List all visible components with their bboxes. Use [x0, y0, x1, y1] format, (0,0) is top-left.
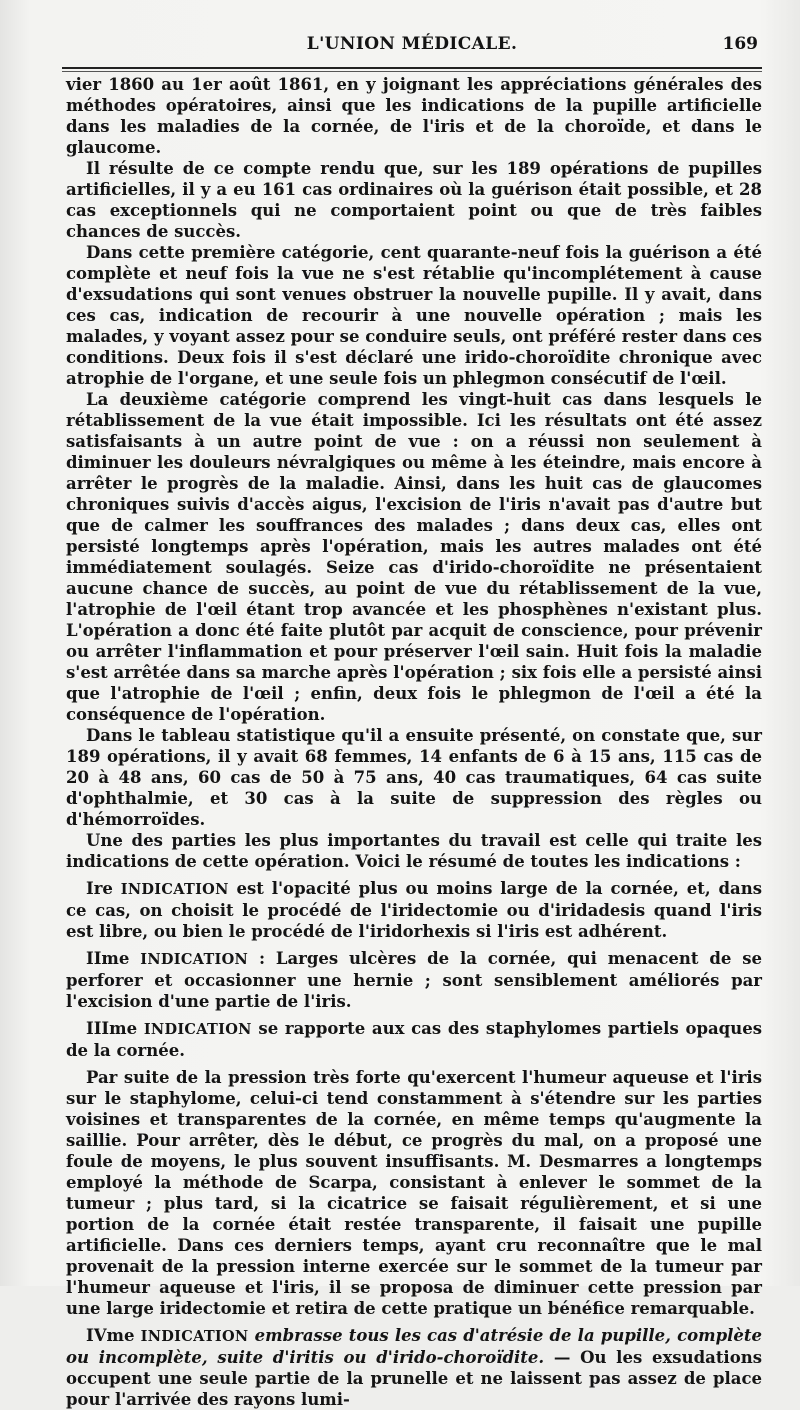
- header-rule: [62, 67, 762, 69]
- running-title: L'UNION MÉDICALE.: [306, 34, 518, 54]
- indication-text: se rapporte aux cas des staphylomes partiels opaques de la cornée.: [66, 1019, 762, 1060]
- indication-label: INDICATION: [143, 1021, 252, 1038]
- indication-text: — Ou les exsudations occupent une seule partie de la prunelle et ne laissent pas assez de place pour l'arrivée des rayons lumi-: [66, 1348, 762, 1409]
- paragraph-indications-intro: Une des parties les plus importantes du travail est celle qui traite les indications de cette opération. Voici le résumé de toutes les indications :: [66, 831, 762, 871]
- indication-text: : Larges ulcères de la cornée, qui menacent de se perforer et occasionner une hernie ; sont sensiblement améliorés par l'excision d'une partie de l'iris.: [66, 949, 763, 1011]
- header-rule-thin: [62, 71, 762, 72]
- indication-italic-text: embrasse tous les cas d'atrésie de la pupille, complète ou incomplète, suite d'iritis ou d'irido-choroïdite.: [66, 1326, 762, 1367]
- indication-1: [66, 878, 762, 942]
- article-body: [66, 74, 762, 1410]
- indication-label: INDICATION: [140, 951, 249, 968]
- indication-label: INDICATION: [120, 881, 229, 898]
- indication-label: INDICATION: [140, 1328, 249, 1345]
- indication-4: [66, 1325, 762, 1410]
- indication-text: est l'opacité plus ou moins large de la cornée, et, dans ce cas, on choisit le procédé de l'iridectomie ou d'iridadesis quand l'iris est libre, ou bien le procédé de l'iridorhexis si l'iris est adhérent.: [66, 879, 762, 941]
- paragraph-staphylome: Par suite de la pression très forte qu'exercent l'humeur aqueuse et l'iris sur le staphylome, celui-ci tend constamment à s'étendre sur les parties voisines et transparentes de la cornée, en même temps qu'augmente la saillie. Pour arrêter, dès le début, ce progrès du mal, on a proposé une foule de moyens, le plus souvent insuffisants. M. Desmarres a longtemps employé la méthode de Scarpa, consistant à enlever le sommet de la tumeur ; plus tard, si la cicatrice se faisait régulièrement, et si une portion de la cornée était restée transparente, il faisait une pupille artificielle. Dans ces derniers temps, ayant cru reconnaître que le mal provenait de la pression interne exercée sur le sommet de la tumeur par l'humeur aqueuse et l'iris, il se proposa de diminuer cette pression par une large iridectomie et retira de cette pratique un bénéfice remarquable.: [66, 1068, 762, 1318]
- indication-3: [66, 1018, 762, 1061]
- indication-2: [66, 948, 762, 1012]
- indication-numeral: Ire: [86, 879, 113, 898]
- paragraph-statistics: Dans le tableau statistique qu'il a ensuite présenté, on constate que, sur 189 opérations, il y avait 68 femmes, 14 enfants de 6 à 15 ans, 115 cas de 20 à 48 ans, 60 cas de 50 à 75 ans, 40 cas traumatiques, 64 cas suite d'ophthalmie, et 30 cas à la suite de suppression des règles ou d'hémorroïdes.: [66, 726, 762, 829]
- indication-numeral: IVme: [86, 1326, 135, 1345]
- paragraph-continuation: vier 1860 au 1er août 1861, en y joignant les appréciations générales des méthodes opératoires, ainsi que les indications de la pupille artificielle dans les maladies de la cornée, de l'iris et de la choroïde, et dans le glaucome.: [66, 75, 762, 157]
- paragraph-second-category: La deuxième catégorie comprend les vingt-huit cas dans lesquels le rétablissement de la vue était impossible. Ici les résultats ont été assez satisfaisants à un autre point de vue : on a réussi non seulement à diminuer les douleurs névralgiques ou même à les éteindre, mais encore à arrêter le progrès de la maladie. Ainsi, dans les huit cas de glaucomes chroniques suivis d'accès aigus, l'excision de l'iris n'avait pas d'autre but que de calmer les souffrances des malades ; dans deux cas, elles ont persisté longtemps après l'opération, mais les autres malades ont été immédiatement soulagés. Seize cas d'irido-choroïdite ne présentaient aucune chance de succès, au point de vue du rétablissement de la vue, l'atrophie de l'œil étant trop avancée et les phosphènes n'existant plus. L'opération a donc été faite plutôt par acquit de conscience, pour prévenir ou arrêter l'inflammation et pour préserver l'œil sain. Huit fois la maladie s'est arrêtée dans sa marche après l'opération ; six fois elle a persisté ainsi que l'atrophie de l'œil ; enfin, deux fois le phlegmon de l'œil a été la conséquence de l'opération.: [66, 390, 762, 724]
- indication-numeral: IIIme: [86, 1019, 138, 1038]
- page-header: [64, 34, 760, 56]
- page-number: 169: [722, 34, 758, 54]
- paragraph-first-category: Dans cette première catégorie, cent quarante-neuf fois la guérison a été complète et neuf fois la vue ne s'est rétablie qu'incomplétement à cause d'exsudations qui sont venues obstruer la nouvelle pupille. Il y avait, dans ces cas, indication de recourir à une nouvelle opération ; mais les malades, y voyant assez pour se conduire seuls, ont préféré rester dans ces conditions. Deux fois il s'est déclaré une irido-choroïdite chronique avec atrophie de l'organe, et une seule fois un phlegmon consécutif de l'œil.: [66, 243, 762, 388]
- paragraph-results: Il résulte de ce compte rendu que, sur les 189 opérations de pupilles artificielles, il y a eu 161 cas ordinaires où la guérison était possible, et 28 cas exceptionnels qui ne comportaient point ou que de très faibles chances de succès.: [66, 159, 762, 241]
- indication-numeral: IIme: [86, 949, 130, 968]
